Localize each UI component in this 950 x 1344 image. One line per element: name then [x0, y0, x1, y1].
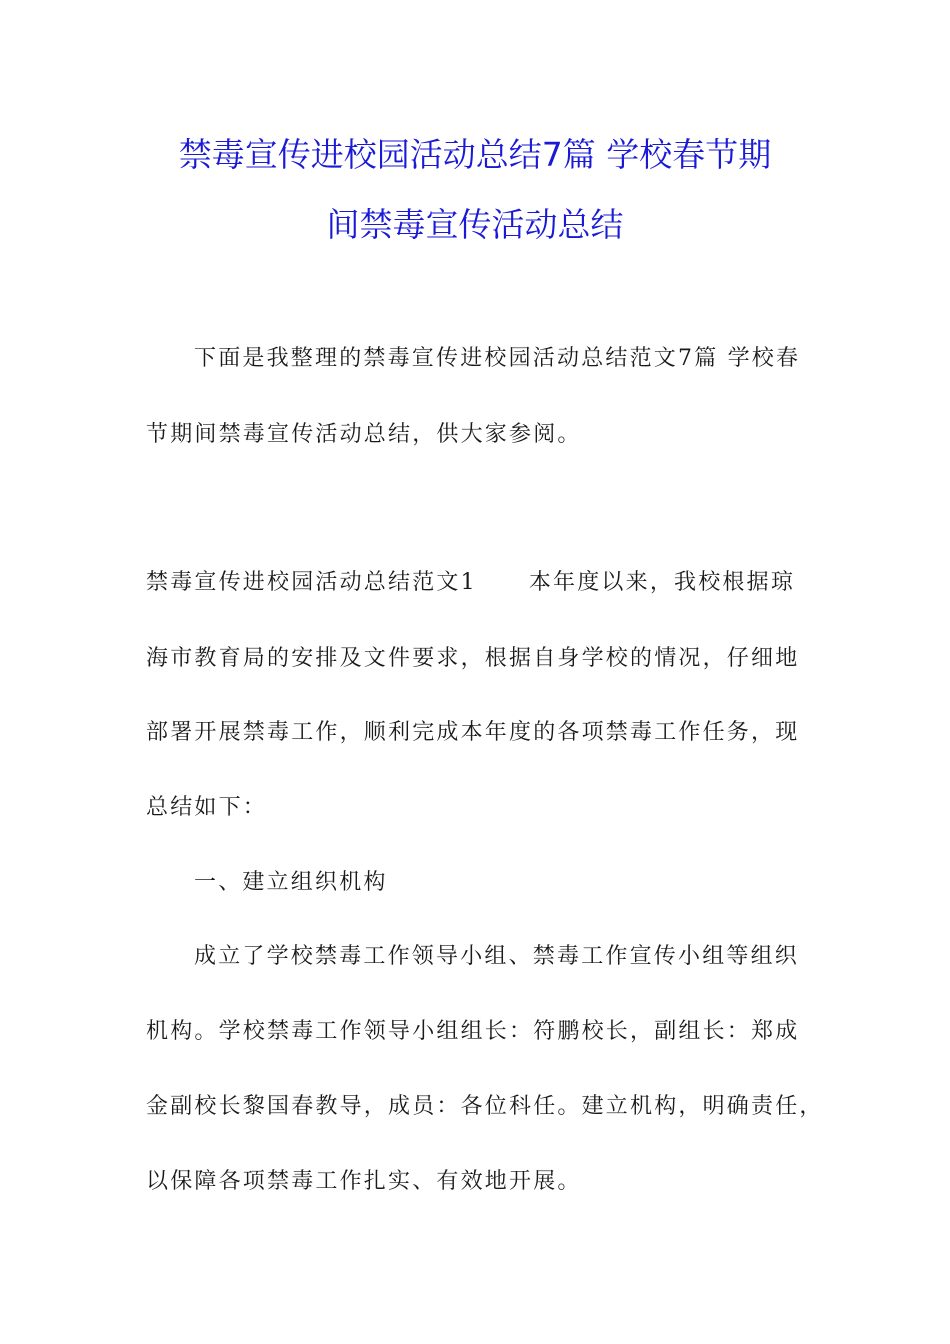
section1-line1-text: 本年度以来，我校根据琼 — [528, 570, 796, 595]
section1-line-3: 部署开展禁毒工作，顺利完成本年度的各项禁毒工作任务，现 — [146, 720, 800, 745]
document-title-line-1: 禁毒宣传进校园活动总结7篇 学校春节期 — [178, 135, 772, 174]
subheading-organization: 一、建立组织机构 — [194, 870, 388, 895]
para1-line-2: 机构。学校禁毒工作领导小组组长：符鹏校长，副组长：郑成 — [146, 1019, 800, 1044]
para1-line-4: 以保障各项禁毒工作扎实、有效地开展。 — [146, 1169, 582, 1194]
document-title-line-2: 间禁毒宣传活动总结 — [326, 205, 624, 244]
section1-first-line — [146, 572, 795, 594]
section1-heading: 禁毒宣传进校园活动总结范文1 — [146, 570, 477, 595]
para1-line-3: 金副校长黎国春教导，成员：各位科任。建立机构，明确责任， — [146, 1094, 824, 1119]
section1-line-2: 海市教育局的安排及文件要求，根据自身学校的情况，仔细地 — [146, 646, 800, 671]
intro-line-1: 下面是我整理的禁毒宣传进校园活动总结范文7篇 学校春 — [194, 346, 801, 371]
para1-line-1: 成立了学校禁毒工作领导小组、禁毒工作宣传小组等组织 — [194, 944, 800, 969]
section1-line-4: 总结如下： — [146, 795, 268, 820]
intro-line-2: 节期间禁毒宣传活动总结，供大家参阅。 — [146, 422, 582, 447]
